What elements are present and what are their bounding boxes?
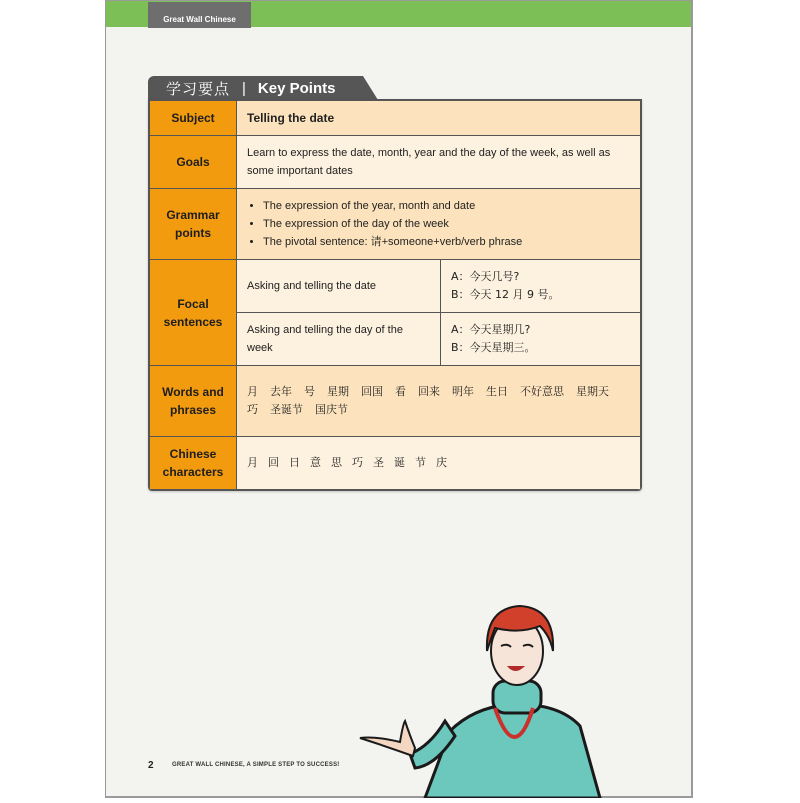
footer-tagline: GREAT WALL CHINESE, A SIMPLE STEP TO SUCCESS! xyxy=(172,762,340,768)
dialogue-line-b: B：今天星期三。 xyxy=(451,341,536,354)
header-bar xyxy=(106,0,691,27)
row-label: Chinese characters xyxy=(150,437,237,490)
character: 月 xyxy=(247,456,258,469)
focal-description: Asking and telling the date xyxy=(237,260,441,313)
words-list xyxy=(237,366,641,437)
row-label: Focal sentences xyxy=(150,260,237,366)
row-label: Grammar points xyxy=(150,189,237,260)
page-number: 2 xyxy=(148,760,154,771)
goals-value: Learn to express the date, month, year and the day of the week, as well as some important dates xyxy=(237,136,641,189)
word: 月 xyxy=(247,385,258,398)
word: 去年 xyxy=(270,385,292,398)
table-row-subject xyxy=(150,101,641,136)
word: 看 xyxy=(395,385,406,398)
list-item: • The expression of the year, month and date xyxy=(263,197,630,215)
character: 日 xyxy=(289,456,300,469)
subject-value: Telling the date xyxy=(237,101,641,136)
word: 不好意思 xyxy=(520,385,564,398)
row-label: Subject xyxy=(150,101,237,136)
list-item: • The expression of the day of the week xyxy=(263,215,630,233)
teacher-illustration xyxy=(355,596,695,798)
key-points-title-zh: 学习要点 xyxy=(166,79,231,98)
focal-description: Asking and telling the day of the week xyxy=(237,313,441,366)
grammar-list xyxy=(247,197,630,251)
grammar-value xyxy=(237,189,641,260)
word: 回来 xyxy=(418,385,440,398)
title-separator: | xyxy=(242,79,246,97)
word: 号 xyxy=(304,385,315,398)
table-row-words xyxy=(150,366,641,437)
character: 节 xyxy=(415,456,426,469)
list-item: • The pivotal sentence: 请+someone+verb/verb phrase xyxy=(263,233,630,251)
character: 意 xyxy=(310,456,321,469)
word: 明年 xyxy=(452,385,474,398)
table-row-characters xyxy=(150,437,641,490)
character: 诞 xyxy=(394,456,405,469)
dialogue-line-b: B：今天 12 月 9 号。 xyxy=(451,288,560,301)
row-label: Words and phrases xyxy=(150,366,237,437)
dialogue-line-a: A：今天几号? xyxy=(451,270,520,283)
key-points-title-en: Key Points xyxy=(257,79,336,97)
row-label: Goals xyxy=(150,136,237,189)
key-points-tab xyxy=(148,76,363,100)
character: 思 xyxy=(331,456,342,469)
focal-dialogue xyxy=(441,313,641,366)
table-row-grammar xyxy=(150,189,641,260)
key-points-table xyxy=(148,99,642,491)
dialogue-line-a: A：今天星期几? xyxy=(451,323,531,336)
word: 回国 xyxy=(361,385,383,398)
characters-list xyxy=(237,437,641,490)
word: 巧 xyxy=(247,403,258,416)
character: 回 xyxy=(268,456,279,469)
brand-tab: Great Wall Chinese xyxy=(148,2,251,28)
character: 巧 xyxy=(352,456,363,469)
word: 生日 xyxy=(486,385,508,398)
table-row-focal-1 xyxy=(150,260,641,313)
word: 圣诞节 xyxy=(270,403,303,416)
word: 国庆节 xyxy=(315,403,348,416)
word: 星期天 xyxy=(576,385,609,398)
focal-dialogue xyxy=(441,260,641,313)
character: 庆 xyxy=(436,456,447,469)
table-row-goals xyxy=(150,136,641,189)
character: 圣 xyxy=(373,456,384,469)
word: 星期 xyxy=(327,385,349,398)
